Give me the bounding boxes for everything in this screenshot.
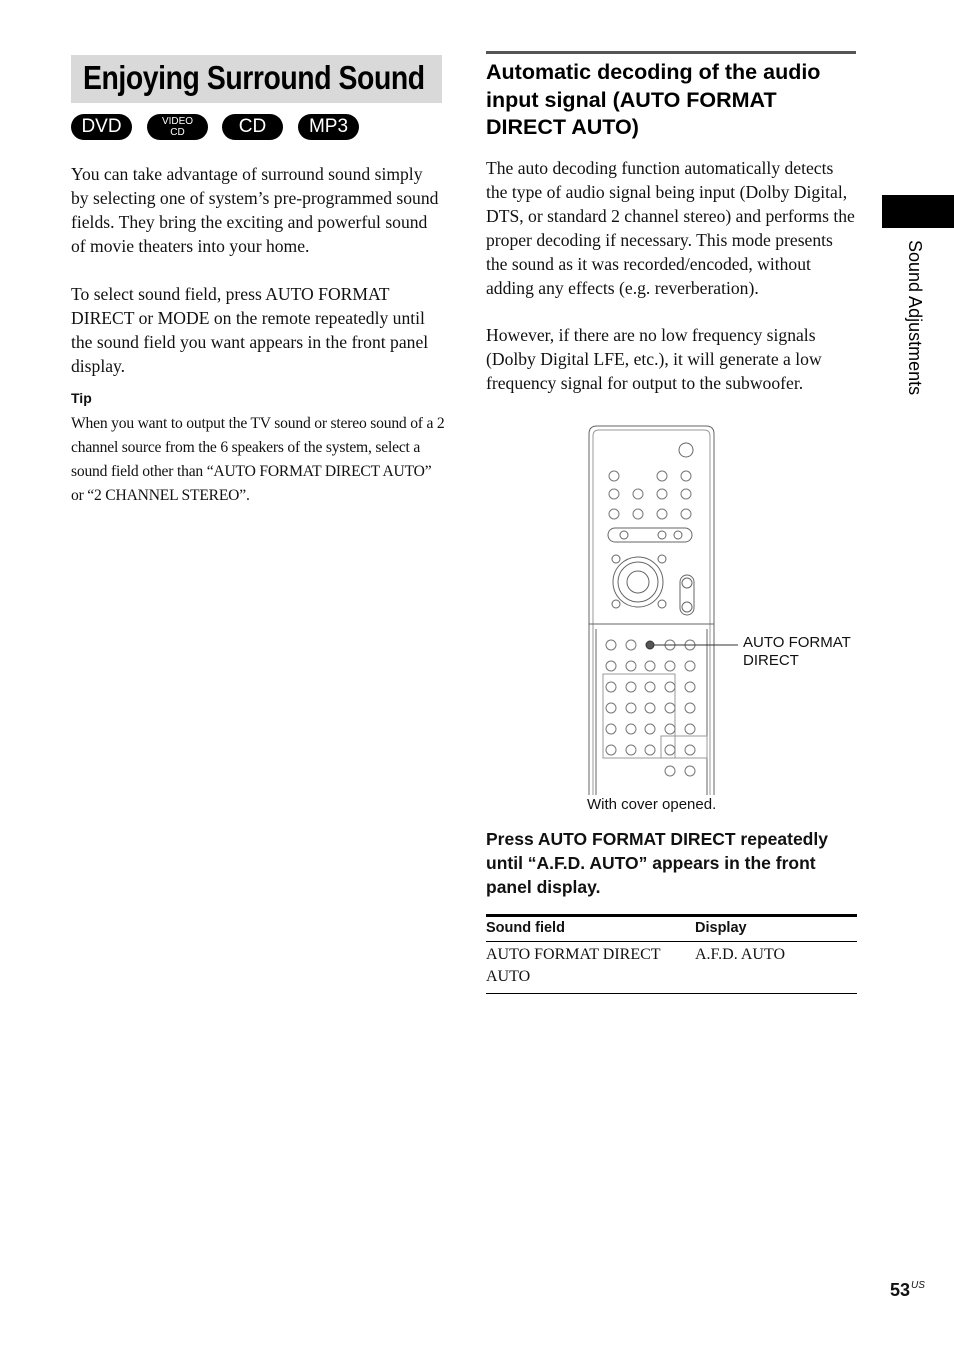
remote-button-icon — [685, 682, 695, 692]
remote-button-icon — [665, 745, 675, 755]
remote-button-icon — [685, 724, 695, 734]
remote-button-icon — [606, 724, 616, 734]
sound-field-table — [486, 914, 857, 994]
remote-button-icon — [645, 661, 655, 671]
remote-button-icon — [657, 471, 667, 481]
remote-button-icon — [645, 724, 655, 734]
remote-button-icon — [626, 745, 636, 755]
remote-button-icon — [665, 766, 675, 776]
remote-button-icon — [685, 661, 695, 671]
instruction-step: Press AUTO FORMAT DIRECT repeatedly until “A.F.D. AUTO” appears in the front panel display. — [486, 829, 828, 897]
table-header-row — [486, 916, 857, 942]
page-number-suffix: US — [911, 1280, 925, 1291]
video-cd-icon — [147, 114, 208, 140]
remote-button-icon — [633, 489, 643, 499]
remote-button-icon — [606, 661, 616, 671]
remote-button-icon — [626, 703, 636, 713]
remote-button-icon — [609, 489, 619, 499]
remote-button-icon — [685, 703, 695, 713]
remote-button-icon — [626, 661, 636, 671]
table-header-sound-field: Sound field — [486, 916, 695, 942]
remote-button-icon — [609, 509, 619, 519]
tip-label: Tip — [71, 390, 92, 406]
intro-paragraph: You can take advantage of surround sound simply by selecting one of system’s pre-programmed sound fields. They bring the exciting and powerful sound of movie theaters into your home. — [71, 164, 439, 256]
remote-button-icon — [645, 682, 655, 692]
remote-button-icon — [606, 640, 616, 650]
remote-button-icon — [681, 509, 691, 519]
page-number — [890, 1280, 925, 1301]
table-row — [486, 942, 857, 994]
remote-button-icon — [606, 682, 616, 692]
section-title: Enjoying Surround Sound — [83, 59, 425, 96]
video-cd-icon-line2: CD — [170, 127, 185, 138]
remote-button-icon — [665, 661, 675, 671]
remote-button-icon — [681, 471, 691, 481]
remote-button-icon — [645, 745, 655, 755]
dvd-icon: DVD — [71, 114, 132, 140]
video-cd-icon-line1: VIDEO — [161, 116, 194, 127]
remote-button-icon — [626, 682, 636, 692]
remote-button-icon — [609, 471, 619, 481]
remote-button-icon — [626, 724, 636, 734]
auto-format-direct-callout — [743, 634, 873, 670]
remote-button-icon — [665, 682, 675, 692]
side-tab-label-text: Sound Adjustments — [905, 240, 925, 396]
callout-line1: AUTO FORMAT — [743, 634, 851, 651]
remote-button-icon — [633, 509, 643, 519]
remote-button-icon — [645, 703, 655, 713]
remote-button-icon — [657, 509, 667, 519]
figure-caption: With cover opened. — [587, 796, 717, 813]
remote-button-icon — [626, 640, 636, 650]
mp3-icon: MP3 — [298, 114, 359, 140]
table-header-display: Display — [695, 916, 857, 942]
remote-button-icon — [657, 489, 667, 499]
side-tab-label — [904, 240, 924, 440]
tip-text: When you want to output the TV sound or stereo sound of a 2 channel source from the 6 speakers of the system, select a sound field other than “AUTO FORMAT DIRECT AUTO” or “2 CHANNEL STEREO”. — [71, 415, 445, 504]
cd-icon: CD — [222, 114, 283, 140]
remote-button-icon — [606, 703, 616, 713]
remote-button-icon — [681, 489, 691, 499]
remote-button-icon — [665, 703, 675, 713]
table-cell-display: A.F.D. AUTO — [695, 942, 857, 994]
low-frequency-paragraph: However, if there are no low frequency signals (Dolby Digital LFE, etc.), it will generate a low frequency signal for output to the subwoofer. — [486, 325, 822, 393]
select-paragraph: To select sound field, press AUTO FORMAT DIRECT or MODE on the remote repeatedly until the sound field you want appears in the front panel display. — [71, 284, 429, 376]
side-tab-marker — [882, 195, 954, 228]
heading-rule — [486, 51, 856, 54]
auto-format-direct-button-icon — [646, 641, 654, 649]
section-title-bar — [71, 55, 442, 103]
section-heading: Automatic decoding of the audio input signal (AUTO FORMAT DIRECT AUTO) — [486, 60, 821, 139]
table-cell-sound-field: AUTO FORMAT DIRECT AUTO — [486, 942, 695, 994]
remote-button-icon — [665, 724, 675, 734]
remote-button-icon — [606, 745, 616, 755]
page-number-value: 53 — [890, 1280, 911, 1300]
decoding-paragraph: The auto decoding function automatically detects the type of audio signal being input (Dolby Digital, DTS, or standard 2 channel stereo) and performs the proper decoding if necessary. This mode presents the sound as it was recorded/encoded, without adding any effects (e.g. reverberation). — [486, 158, 855, 298]
remote-control-illustration — [586, 424, 738, 796]
remote-button-icon — [685, 745, 695, 755]
disc-icons — [71, 114, 371, 142]
callout-line2: DIRECT — [743, 652, 799, 669]
remote-button-icon — [685, 766, 695, 776]
